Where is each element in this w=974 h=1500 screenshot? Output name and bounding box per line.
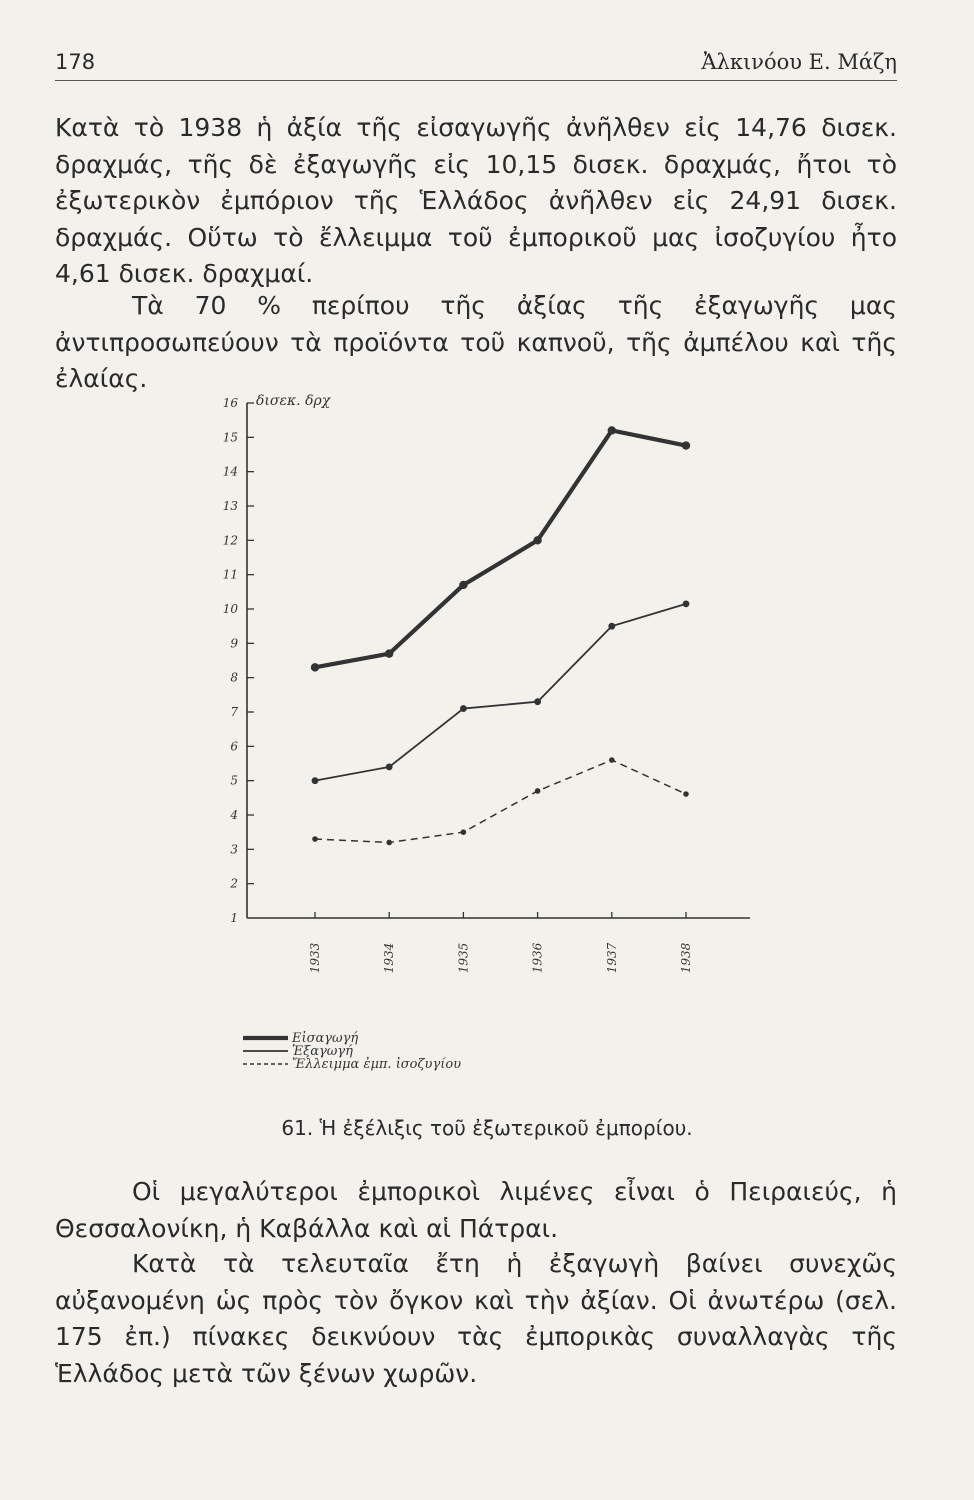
series-1-point	[312, 777, 319, 784]
y-tick-label: 16	[222, 396, 238, 410]
series-2-point	[386, 840, 392, 846]
x-tick-label: 1937	[604, 942, 619, 974]
series-0-point	[459, 581, 467, 589]
series-1-point	[534, 698, 541, 705]
y-tick-label: 4	[230, 808, 238, 822]
series-1-point	[683, 600, 690, 607]
running-head: Ἀλκινόου Ε. Μάζη	[701, 50, 897, 74]
series-1-point	[386, 764, 393, 771]
y-tick-label: 9	[230, 636, 238, 651]
chart-axes	[247, 403, 750, 918]
y-tick-label: 5	[230, 773, 238, 788]
y-tick-label: 2	[230, 876, 238, 891]
series-0-point	[533, 536, 541, 544]
series-line-0	[315, 430, 686, 667]
paragraph-ports: Οἱ μεγαλύτεροι ἐμπορικοὶ λιμένες εἶναι ὁ Πειραιεύς, ἡ Θεσσαλονίκη, ἡ Καβάλλα καὶ αἱ Πάτραι.	[55, 1177, 897, 1243]
y-tick-label: 14	[222, 464, 238, 479]
paragraph-export-trend: Κατὰ τὰ τελευταῖα ἔτη ἡ ἐξαγωγὴ βαίνει συνεχῶς αὐξανομένη ὡς πρὸς τὸν ὄγκον καὶ τὴν ἀξίαν. Οἱ ἀνωτέρω (σελ. 175 ἐπ.) πίνακες δεικνύουν τὰς ἐμπορικὰς συναλλαγὰς τῆς Ἑλλάδος μετὰ τῶν ξένων χωρῶν.	[55, 1249, 897, 1388]
y-tick-label: 8	[230, 670, 238, 685]
legend-label: Εἰσαγωγή	[292, 1031, 359, 1046]
y-tick-label: 1	[230, 911, 238, 925]
y-tick-label: 7	[230, 705, 238, 719]
series-0-point	[608, 426, 616, 434]
series-0-point	[385, 649, 393, 657]
y-axis-unit-label: δισεκ. δρχ	[256, 393, 331, 409]
x-tick-label: 1935	[456, 942, 471, 974]
y-axis-ticks	[223, 396, 254, 925]
x-tick-label: 1933	[308, 942, 322, 974]
x-tick-label: 1934	[382, 942, 397, 974]
legend-label: Ἐξαγωγή	[292, 1044, 353, 1059]
chart-series	[311, 426, 690, 845]
page-header	[55, 44, 897, 81]
trade-chart	[0, 380, 974, 1100]
series-1-point	[460, 705, 467, 712]
y-tick-label: 13	[222, 499, 238, 513]
y-tick-label: 11	[222, 567, 238, 582]
series-0-point	[311, 663, 319, 671]
series-2-point	[609, 757, 615, 763]
series-line-1	[315, 604, 686, 781]
y-tick-label: 12	[222, 533, 238, 548]
paragraph-export-products: Τὰ 70 % περίπου τῆς ἀξίας τῆς ἐξαγωγῆς μας ἀντιπροσωπεύουν τὰ προϊόντα τοῦ καπνοῦ, τῆς ἀμπέλου καὶ τῆς ἐλαίας.	[55, 291, 897, 393]
series-2-point	[535, 788, 541, 794]
y-tick-label: 6	[230, 739, 238, 754]
series-0-point	[682, 441, 690, 449]
series-1-point	[608, 623, 615, 630]
legend-label: Ἔλλειμμα ἐμπ. ἰσοζυγίου	[292, 1057, 462, 1072]
y-tick-label: 15	[222, 430, 238, 445]
y-tick-label: 10	[222, 602, 238, 616]
x-tick-label: 1936	[530, 942, 545, 974]
x-axis-ticks	[308, 912, 693, 973]
series-2-point	[461, 829, 467, 835]
chart-legend	[243, 1030, 461, 1072]
series-line-2	[315, 760, 686, 842]
x-tick-label: 1938	[679, 942, 693, 974]
page-number: 178	[55, 50, 96, 74]
figure-caption: 61. Ἡ ἐξέλιξις τοῦ ἐξωτερικοῦ ἐμπορίου.	[281, 1116, 693, 1140]
series-2-point	[312, 836, 318, 842]
series-2-point	[683, 791, 689, 797]
paragraph-import-export-1938: Κατὰ τὸ 1938 ἡ ἀξία τῆς εἰσαγωγῆς ἀνῆλθεν εἰς 14,76 δισεκ. δραχμάς, τῆς δὲ ἐξαγωγῆς εἰς 10,15 δισεκ. δραχμάς, ἤτοι τὸ ἐξωτερικὸν ἐμπόριον τῆς Ἑλλάδος ἀνῆλθεν εἰς 24,91 δισεκ. δραχμάς. Οὕτω τὸ ἔλλειμμα τοῦ ἐμπορικοῦ μας ἰσοζυγίου ἦτο 4,61 δισεκ. δραχμαί.	[55, 113, 897, 288]
y-tick-label: 3	[230, 842, 238, 857]
